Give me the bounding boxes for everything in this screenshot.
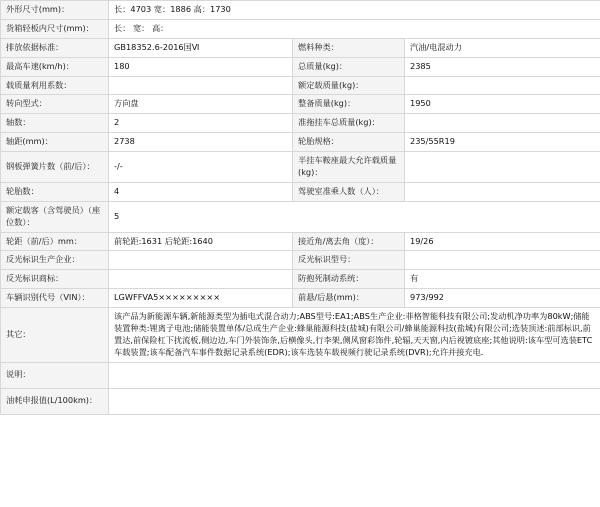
row-value-trailer-gross-mass — [405, 114, 600, 133]
row-value-fuel-type: 汽油/电混动力 — [405, 38, 600, 57]
row-value-overhang: 973/992 — [405, 289, 600, 308]
row-value-reflector-trademark — [109, 270, 293, 289]
table-row — [1, 57, 600, 76]
table-row — [1, 182, 600, 201]
row-value-emission-standard: GB18352.6-2016国Ⅵ — [109, 38, 293, 57]
table-row — [1, 201, 600, 232]
row-label-emission-standard: 排放依据标准： — [1, 38, 109, 57]
table-row — [1, 289, 600, 308]
row-label-reflector-model: 反光标识型号： — [293, 251, 405, 270]
row-value-cab-occupants — [405, 182, 600, 201]
row-value-axle-count: 2 — [109, 114, 293, 133]
row-value-cargo-box-dimensions: 长： 宽： 高： — [109, 19, 600, 38]
spec-table-body — [1, 1, 600, 415]
row-label-steering-type: 转向型式： — [1, 95, 109, 114]
row-label-trailer-gross-mass: 准拖挂车总质量(kg)： — [293, 114, 405, 133]
row-label-load-coefficient: 载质量利用系数： — [1, 76, 109, 95]
row-label-track-width: 轮距（前/后）mm： — [1, 232, 109, 251]
row-value-steering-type: 方向盘 — [109, 95, 293, 114]
row-label-cab-occupants: 驾驶室准乘人数（人）： — [293, 182, 405, 201]
row-value-reflector-model — [405, 251, 600, 270]
row-label-dimensions: 外形尺寸(mm)： — [1, 1, 109, 20]
row-label-overhang: 前悬/后悬(mm)： — [293, 289, 405, 308]
table-row — [1, 152, 600, 183]
table-row — [1, 19, 600, 38]
row-value-note — [109, 362, 600, 388]
row-value-curb-mass: 1950 — [405, 95, 600, 114]
row-value-approach-departure-angle: 19/26 — [405, 232, 600, 251]
row-value-max-speed: 180 — [109, 57, 293, 76]
row-label-reflector-trademark: 反光标识商标： — [1, 270, 109, 289]
row-label-approach-departure-angle: 接近角/离去角（度）： — [293, 232, 405, 251]
table-row — [1, 1, 600, 20]
row-value-track-width: 前轮距:1631 后轮距:1640 — [109, 232, 293, 251]
row-label-abs-system: 防抱死制动系统： — [293, 270, 405, 289]
row-value-leaf-spring-count: -/- — [109, 152, 293, 183]
table-row — [1, 38, 600, 57]
table-row-note — [1, 362, 600, 388]
row-value-fuel-consumption — [109, 388, 600, 414]
row-value-other: 该产品为新能源车辆,新能源类型为插电式混合动力;ABS型号:EA1;ABS生产企业:菲格智能科技有限公司;发动机净功率为80kW;储能装置种类:锂离子电池;储能装置单体/总成生产企业:蜂巢能源科技(盐城)有限公司/蜂巢能源科技(盐城)有限公司;选装顶述:前部标识,前置达,前保险杠下扰流板,侧边边,车门外装饰条,后横像头,行李架,侧风窗彩饰件,轮辐,天天窗,内后视镀底座;其他说明:该车型可选装ETC车载装置;该车配备汽车事件数据记录系统(EDR);该车选装车载视频行驶记录系统(DVR);允许并接充电. — [109, 308, 600, 363]
row-label-vin: 车辆识别代号（VIN）： — [1, 289, 109, 308]
row-label-semitrailer-saddle-max-load: 半挂车鞍座最大允许载质量(kg)： — [293, 152, 405, 183]
row-label-wheelbase: 轴距(mm)： — [1, 133, 109, 152]
row-value-rated-passengers: 5 — [109, 201, 600, 232]
row-value-abs-system: 有 — [405, 270, 600, 289]
row-value-dimensions: 长：4703 宽：1886 高：1730 — [109, 1, 600, 20]
row-label-rated-passengers: 额定载客（含驾驶员）（座位数）： — [1, 201, 109, 232]
row-label-fuel-consumption: 油耗申报值(L/100km)： — [1, 388, 109, 414]
row-label-cargo-box-dimensions: 货箱轻板内尺寸(mm)： — [1, 19, 109, 38]
table-row — [1, 76, 600, 95]
row-label-reflector-manufacturer: 反光标识生产企业： — [1, 251, 109, 270]
row-value-tire-spec: 235/55R19 — [405, 133, 600, 152]
row-value-reflector-manufacturer — [109, 251, 293, 270]
row-label-leaf-spring-count: 钢板弹簧片数（前/后）： — [1, 152, 109, 183]
table-row — [1, 251, 600, 270]
row-label-note: 说明： — [1, 362, 109, 388]
table-row — [1, 114, 600, 133]
row-value-rated-load-mass — [405, 76, 600, 95]
row-label-axle-count: 轴数： — [1, 114, 109, 133]
row-label-tire-spec: 轮胎规格： — [293, 133, 405, 152]
row-value-gross-mass: 2385 — [405, 57, 600, 76]
row-label-max-speed: 最高车速(km/h)： — [1, 57, 109, 76]
row-value-wheelbase: 2738 — [109, 133, 293, 152]
row-label-rated-load-mass: 额定载质量(kg)： — [293, 76, 405, 95]
row-label-curb-mass: 整备质量(kg)： — [293, 95, 405, 114]
row-value-load-coefficient — [109, 76, 293, 95]
table-row — [1, 95, 600, 114]
row-label-other: 其它： — [1, 308, 109, 363]
table-row-fuel-consumption — [1, 388, 600, 414]
table-row — [1, 133, 600, 152]
row-value-semitrailer-saddle-max-load — [405, 152, 600, 183]
row-value-vin: LGWFFVA5××××××××× — [109, 289, 293, 308]
table-row — [1, 232, 600, 251]
row-label-fuel-type: 燃料种类： — [293, 38, 405, 57]
row-label-gross-mass: 总质量(kg)： — [293, 57, 405, 76]
row-label-tire-count: 轮胎数： — [1, 182, 109, 201]
row-value-tire-count: 4 — [109, 182, 293, 201]
table-row-other — [1, 308, 600, 363]
table-row — [1, 270, 600, 289]
